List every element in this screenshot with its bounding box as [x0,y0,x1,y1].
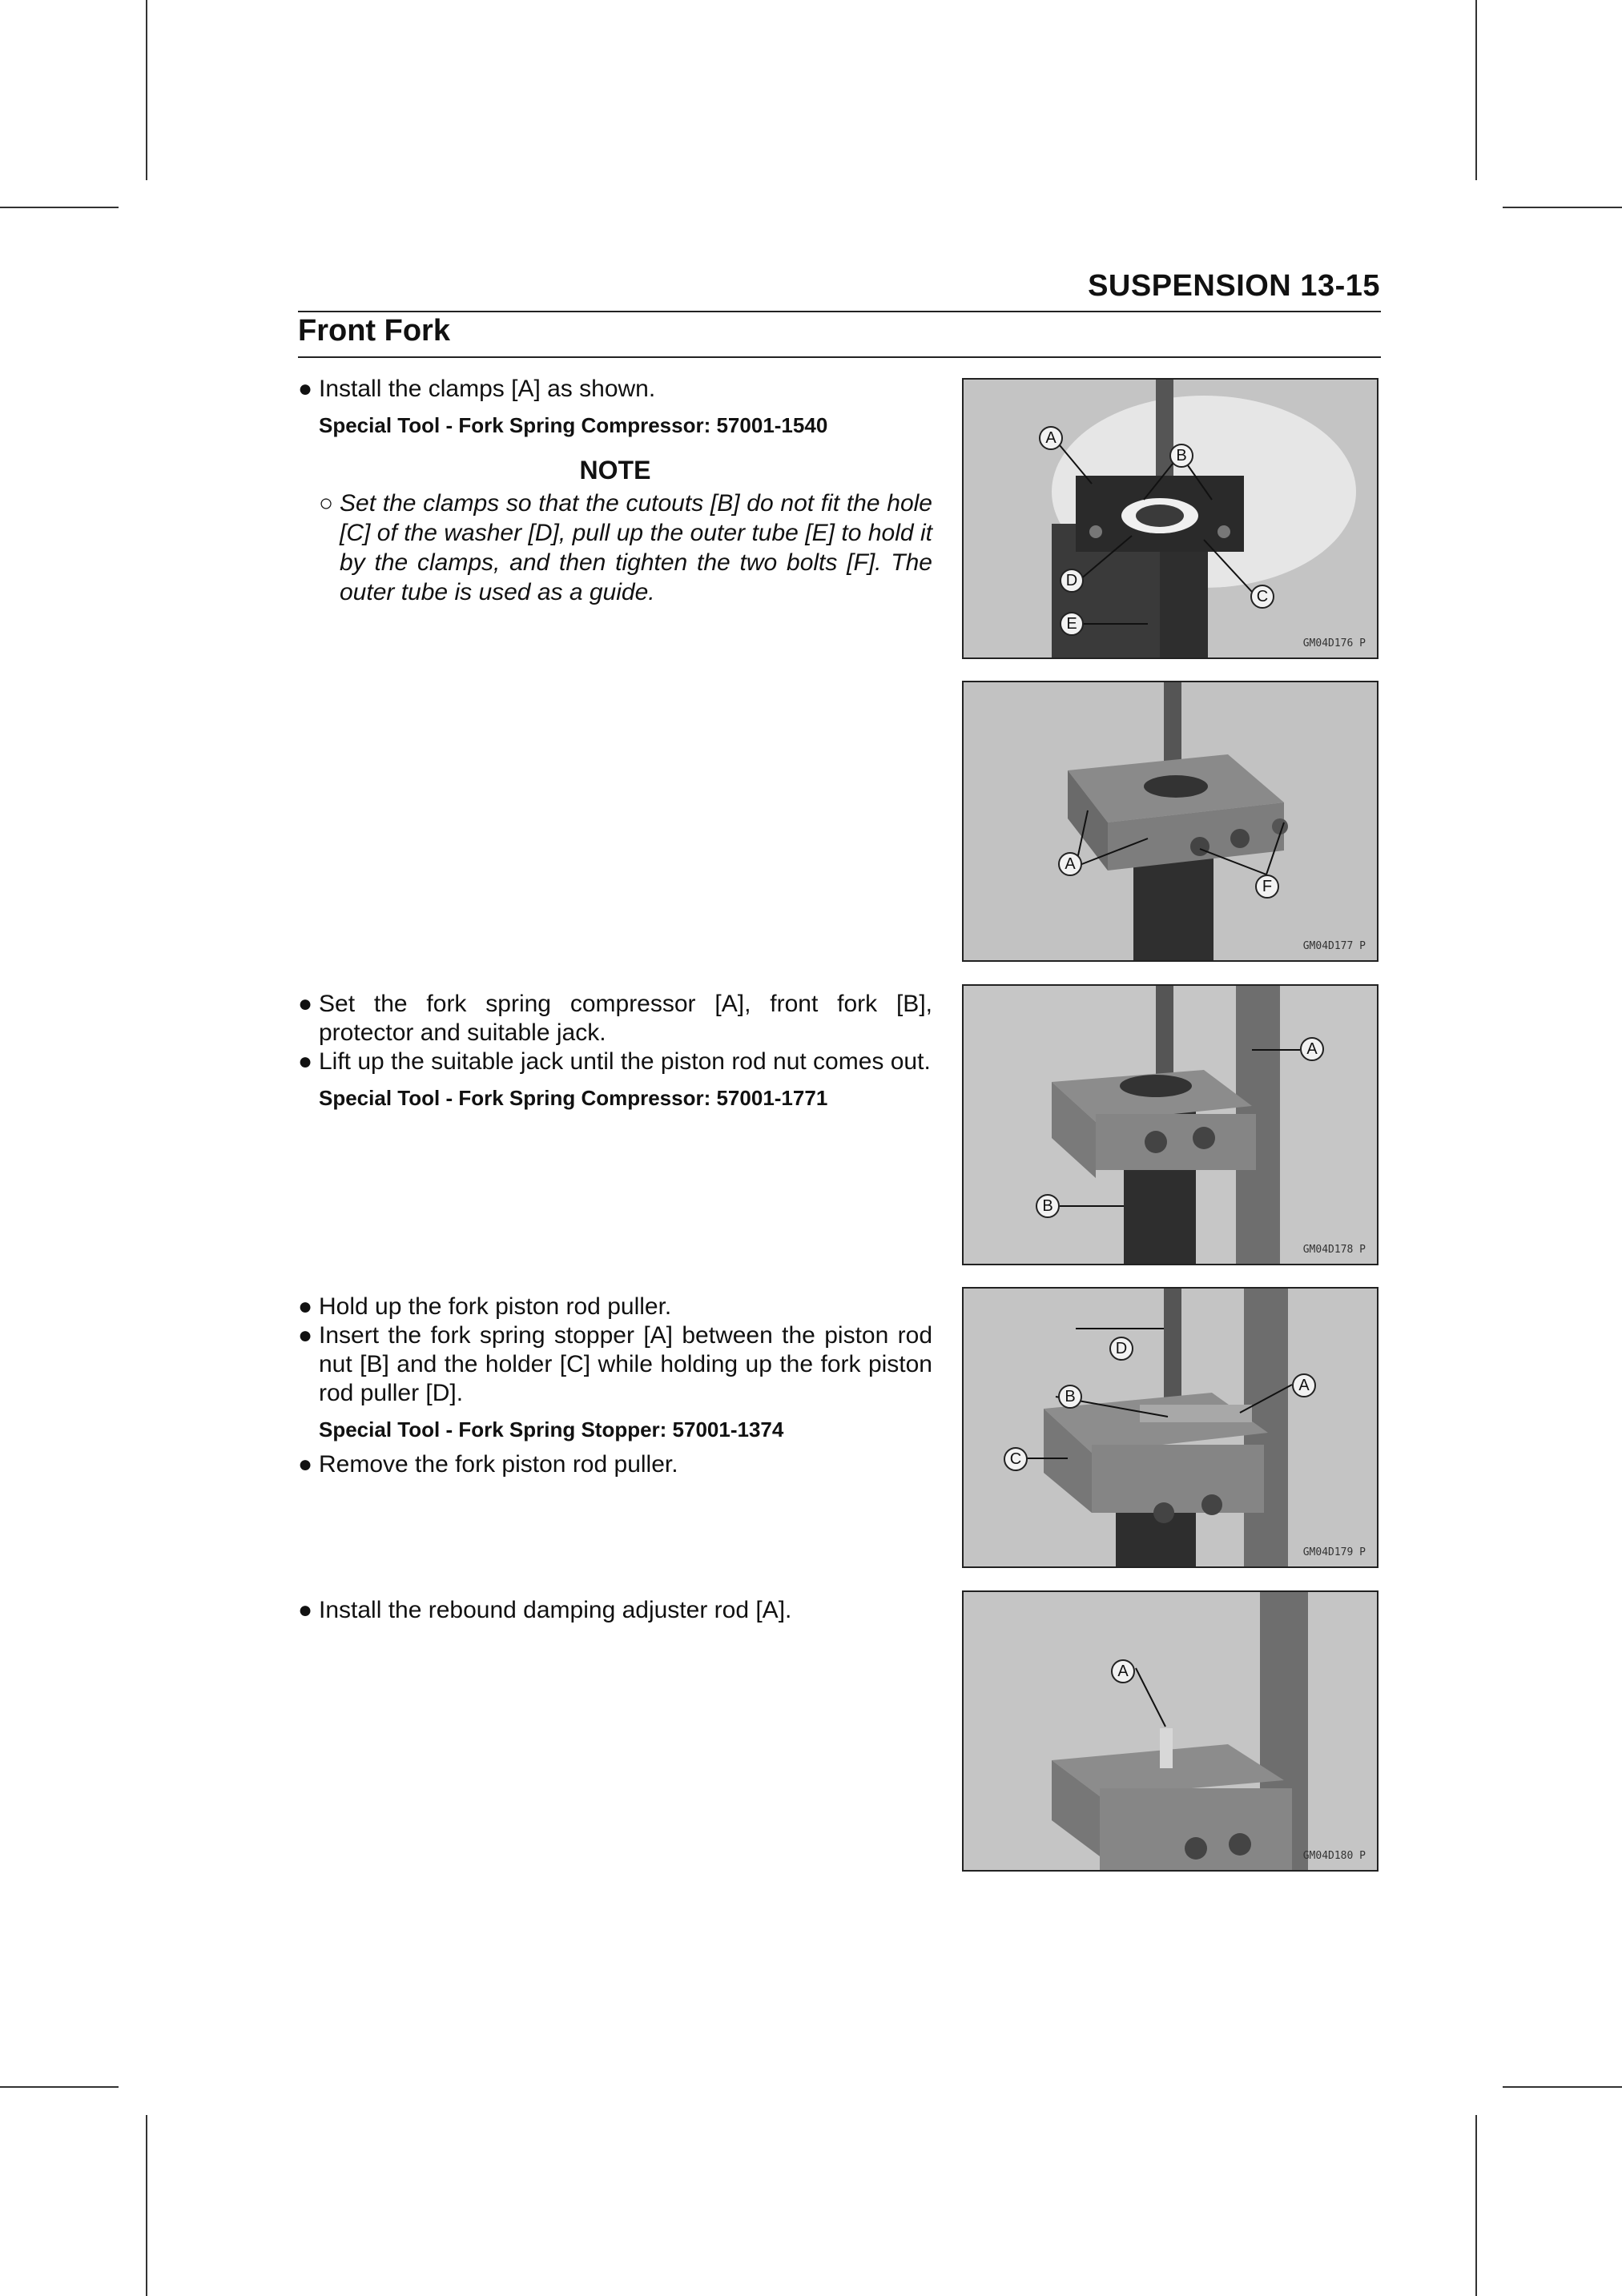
step-text: Remove the fork piston rod puller. [319,1451,678,1478]
image-code: GM04D177 P [1302,940,1366,952]
step-text: Insert the fork spring stopper [A] between the piston rod nut [B] and the holder [C] while holding up the fork piston rod puller [D]. [319,1322,932,1406]
callout-label: A [1058,852,1082,876]
bullet-icon: ● [298,991,313,1017]
step-block-2 [298,990,932,1111]
special-tool: Special Tool - Fork Spring Stopper: 57001-1374 [319,1417,784,1442]
step-item [298,1047,932,1076]
callout-label: B [1036,1194,1060,1218]
step-text: Hold up the fork piston rod puller. [319,1293,672,1320]
step-block-1 [298,375,932,607]
special-tool: Special Tool - Fork Spring Compressor: 57001-1771 [319,1086,828,1110]
step-text: Lift up the suitable jack until the piston rod nut comes out. [319,1048,931,1075]
image-code: GM04D178 P [1302,1244,1366,1256]
step-text: Set the fork spring compressor [A], front fork [B], protector and suitable jack. [319,991,932,1046]
bullet-icon: ● [298,1451,313,1478]
crop-mark [1503,207,1622,208]
photo-compressor-set [962,984,1378,1265]
crop-mark [146,0,147,180]
step-item [298,1450,932,1479]
bullet-icon: ● [298,1293,313,1320]
section-rule [298,356,1381,358]
callout-label: A [1300,1037,1324,1061]
image-code: GM04D176 P [1302,637,1366,649]
header-rule [298,311,1381,312]
crop-mark [0,207,119,208]
note-body [298,489,932,607]
note-heading: NOTE [579,456,651,485]
photo-clamps-installed [962,378,1378,659]
bullet-icon: ● [298,1322,313,1349]
photo-adjuster-rod [962,1590,1378,1872]
callout-label: F [1255,875,1279,899]
image-code: GM04D179 P [1302,1546,1366,1558]
crop-mark [0,2086,119,2088]
step-item [298,1596,932,1625]
bullet-icon: ● [298,376,313,402]
callout-label: A [1292,1373,1316,1397]
page-header: SUSPENSION 13-15 [1088,269,1380,303]
crop-mark [1475,0,1477,180]
bullet-icon: ● [298,1048,313,1075]
photo-spring-stopper [962,1287,1378,1568]
callout-label: B [1169,444,1193,468]
step-item [298,990,932,1047]
special-tool: Special Tool - Fork Spring Compressor: 57001-1540 [319,413,828,437]
step-block-3 [298,1293,932,1479]
step-text: Install the rebound damping adjuster rod [A]. [319,1597,792,1623]
crop-mark [1503,2086,1622,2088]
crop-mark [146,2115,147,2296]
section-title: Front Fork [298,314,450,348]
bullet-icon: ● [298,1597,313,1623]
crop-mark [1475,2115,1477,2296]
callout-label: A [1111,1659,1135,1683]
callout-label: E [1060,612,1084,636]
note-text: Set the clamps so that the cutouts [B] do not fit the hole [C] of the washer [D], pull up the outer tube [E] to hold it by the clamps, and then tighten the two bolts [F]. The outer tube is used as a guide. [340,490,932,605]
callout-label: C [1004,1447,1028,1471]
callout-label: D [1109,1337,1133,1361]
callout-label: D [1060,569,1084,593]
step-item [298,1293,932,1321]
step-item [298,375,932,404]
note-bullet-icon: ○ [319,490,334,517]
callout-label: C [1250,585,1274,609]
image-code: GM04D180 P [1302,1850,1366,1862]
callout-label: B [1058,1385,1082,1409]
step-block-4 [298,1596,932,1625]
step-item [298,1321,932,1408]
callout-label: A [1039,426,1063,450]
photo-clamp-bolts [962,681,1378,962]
step-text: Install the clamps [A] as shown. [319,376,656,402]
